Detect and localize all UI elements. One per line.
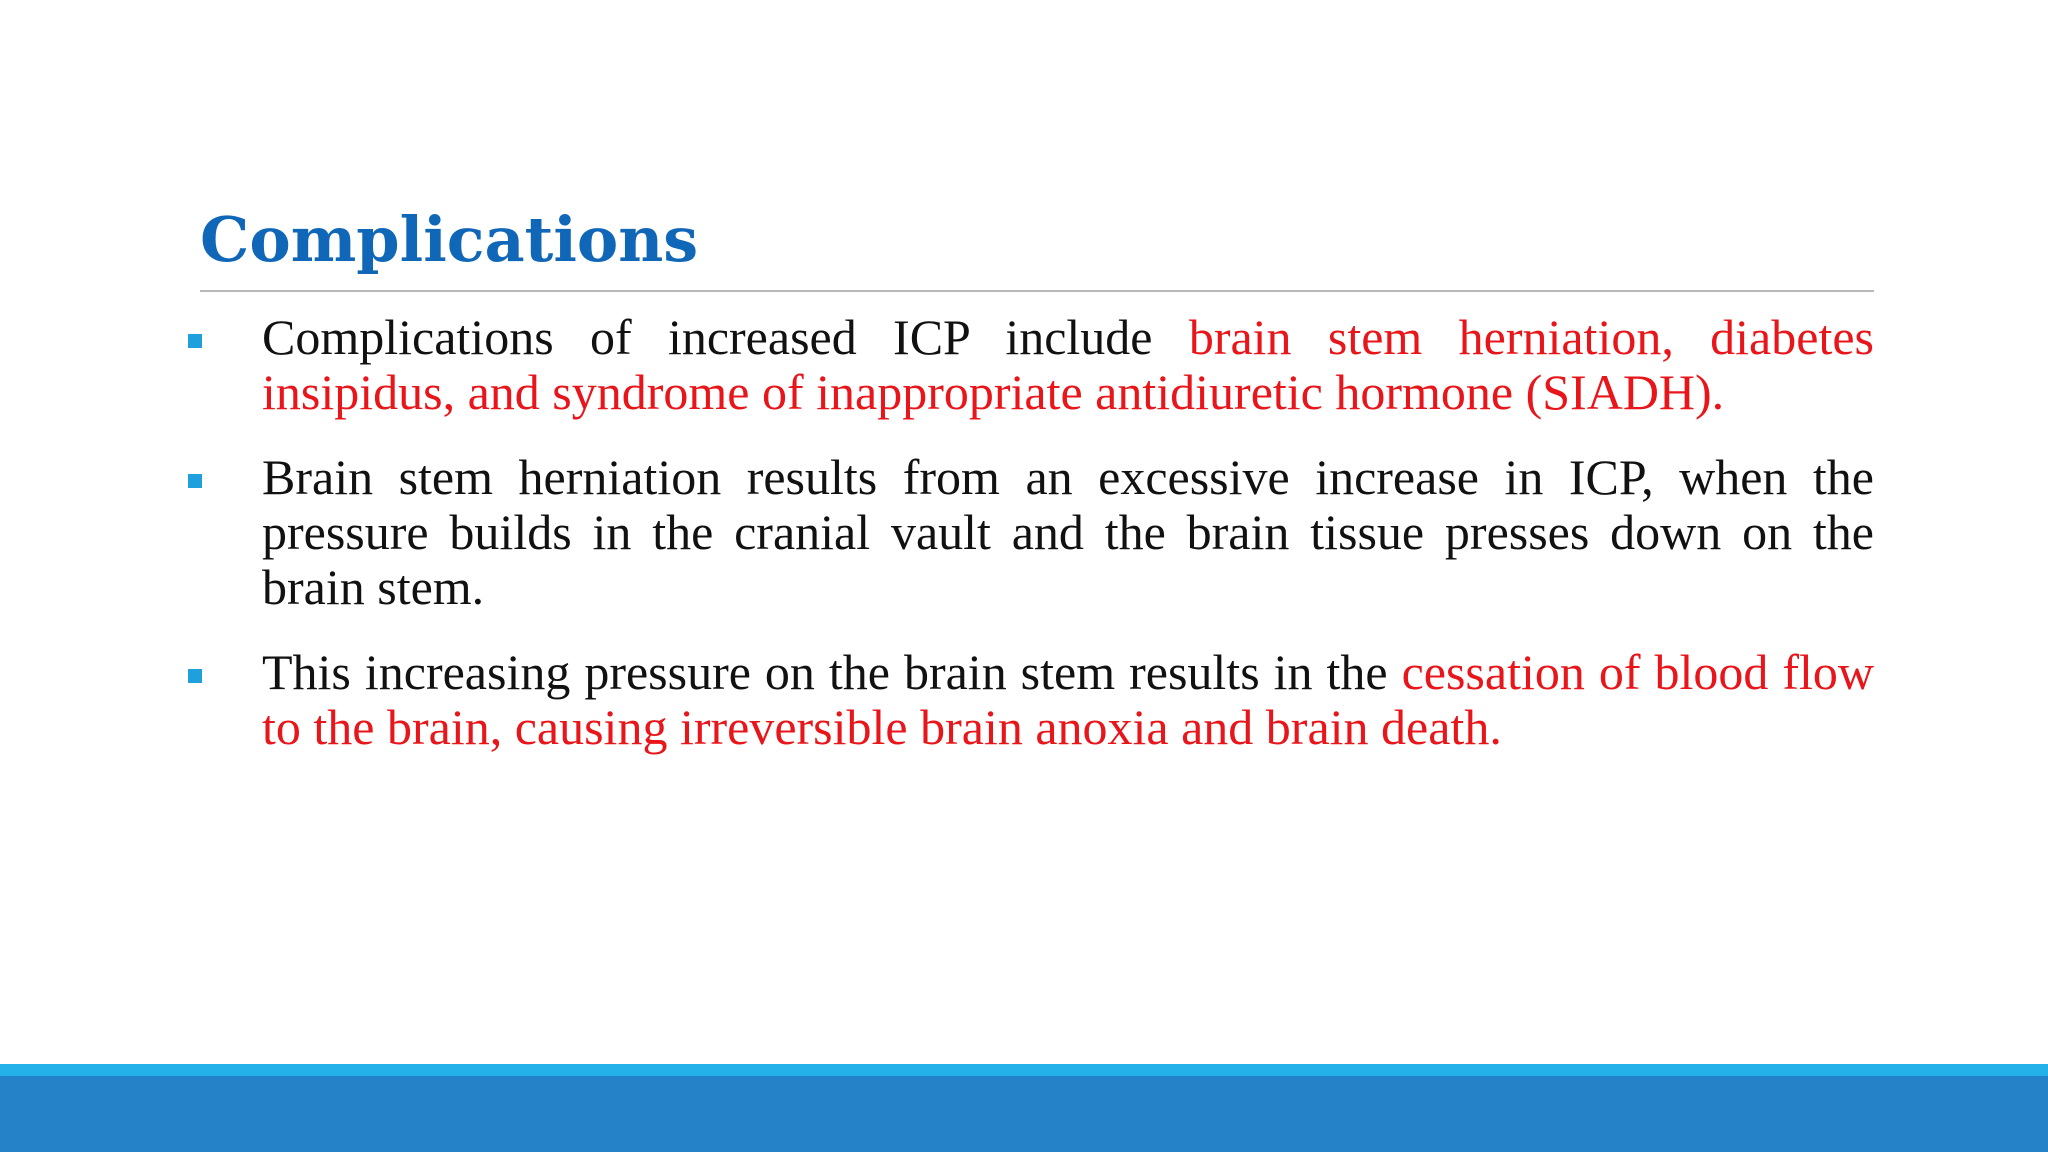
footer-band [0, 1064, 2048, 1152]
bullet-text-normal: This increasing pressure on the brain stem results in the [262, 644, 1402, 700]
footer-stripe [0, 1064, 2048, 1076]
bullet-text [262, 645, 1874, 755]
bullet-text-normal: Complications of increased ICP include [262, 309, 1189, 365]
bullet-list [186, 310, 1874, 785]
square-bullet-icon [188, 669, 202, 683]
bullet-text-highlight: cessation of blood flow to the brain, causing irreversible brain anoxia and brain death. [262, 644, 1874, 755]
bullet-item-2 [186, 450, 1874, 615]
square-bullet-icon [188, 474, 202, 488]
bullet-text [262, 450, 1874, 615]
bullet-text [262, 310, 1874, 420]
slide-title: Complications [200, 203, 699, 276]
bullet-text-highlight: brain stem herniation, diabetes insipidus, and syndrome of inappropriate antidiuretic hormone (SIADH). [262, 309, 1874, 420]
bullet-text-normal: Brain stem herniation results from an excessive increase in ICP, when the pressure builds in the cranial vault and the brain tissue presses down on the brain stem. [262, 449, 1874, 615]
title-divider [200, 290, 1874, 292]
bullet-item-3 [186, 645, 1874, 755]
bullet-item-1 [186, 310, 1874, 420]
square-bullet-icon [188, 334, 202, 348]
